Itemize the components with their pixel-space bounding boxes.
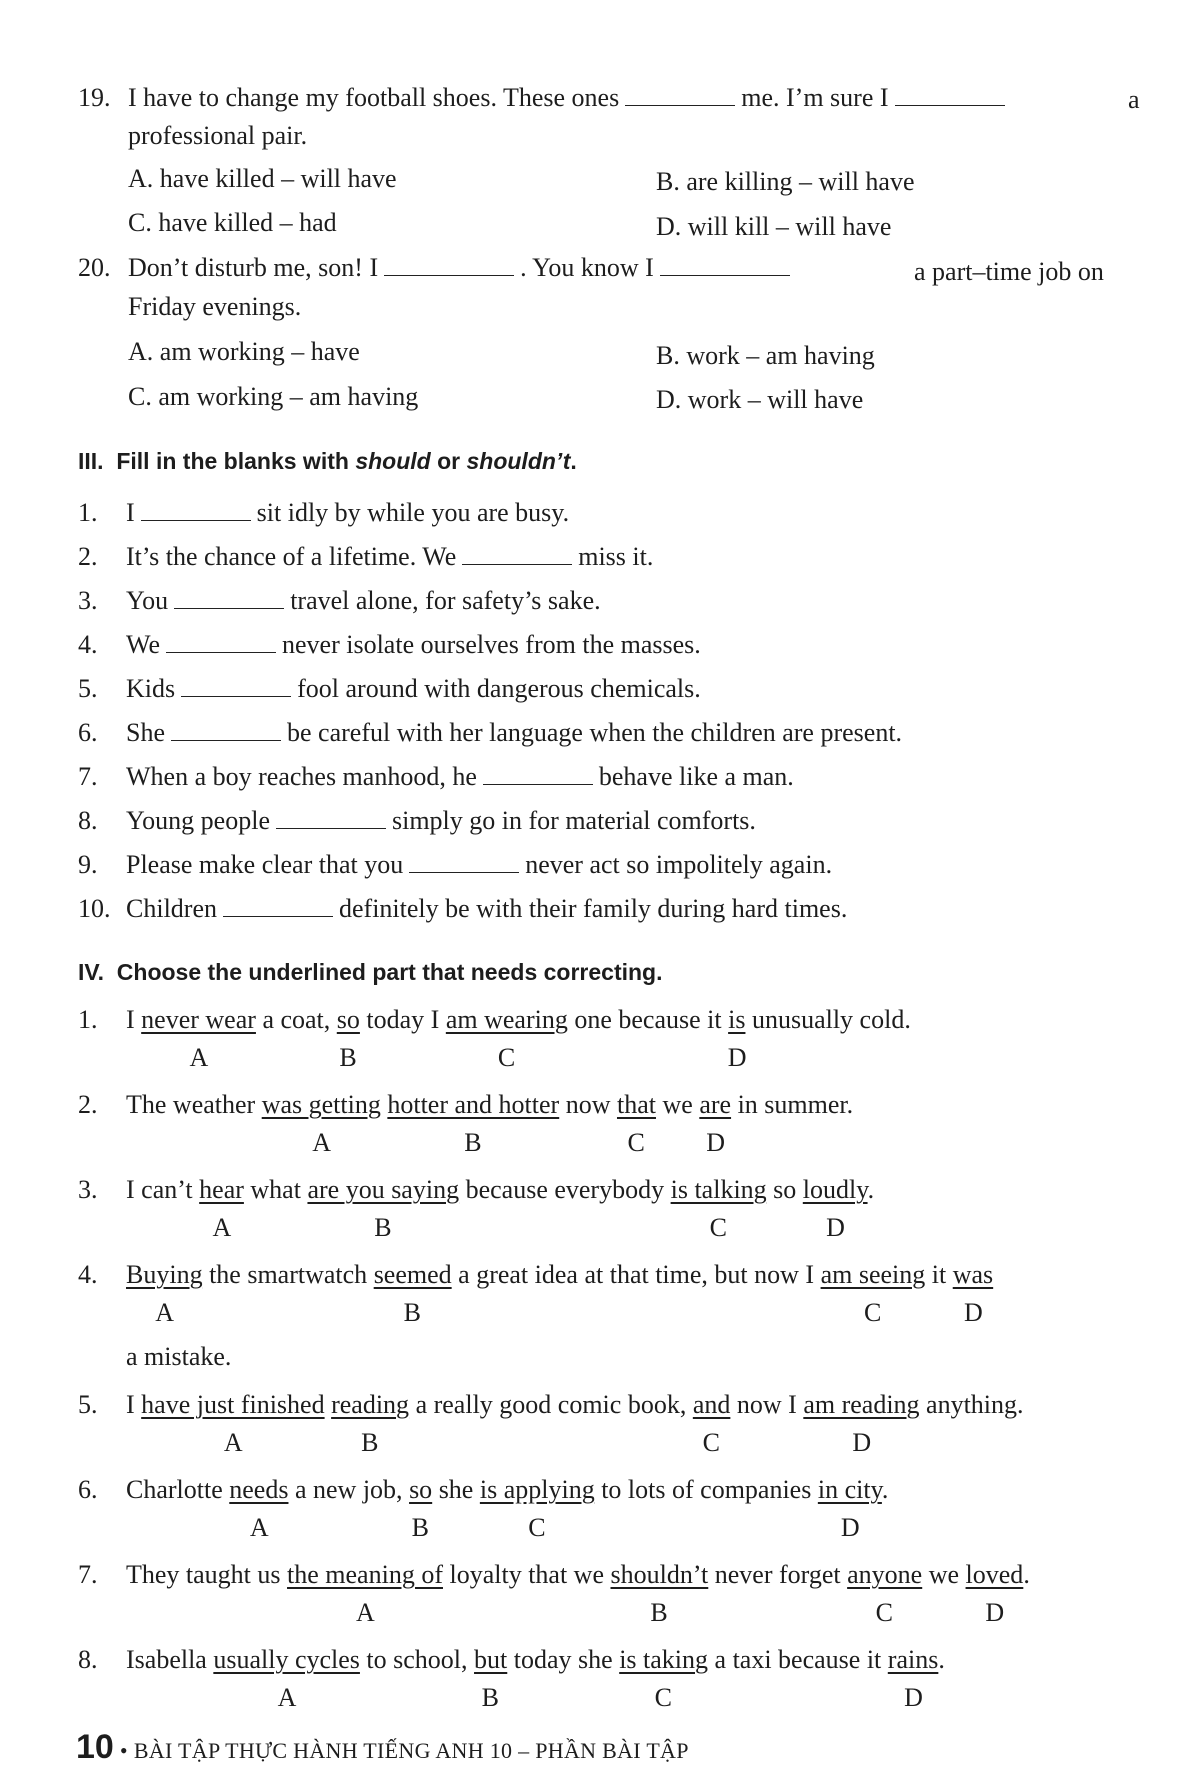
underlined-part[interactable]: was getting (261, 1090, 381, 1119)
option-a[interactable]: A. am working – have (128, 337, 360, 366)
error-identification-sentence: Buying the smartwatch seemed a great idea at that time, but now I am seeing it was (126, 1260, 994, 1289)
answer-letter-d: D (904, 1683, 923, 1712)
underlined-part[interactable]: so (336, 1005, 360, 1034)
option-c[interactable]: C. am working – am having (128, 382, 419, 411)
item-number: 4. (78, 630, 98, 659)
option-a[interactable]: A. have killed – will have (128, 164, 397, 193)
page-number: 10 (76, 1728, 114, 1766)
answer-letter-a: A (212, 1213, 232, 1242)
answer-letter-b: B (361, 1428, 379, 1457)
item-number: 5. (78, 1390, 98, 1419)
answer-letter-a: A (356, 1598, 375, 1627)
answer-letter-c: C (709, 1213, 727, 1242)
option-d[interactable]: D. work – will have (656, 385, 864, 414)
answer-blank[interactable] (223, 896, 333, 917)
question-number: 19. (78, 83, 111, 112)
option-b[interactable]: B. work – am having (656, 341, 875, 370)
fill-blank-item: Kids fool around with dangerous chemicals. (126, 674, 701, 703)
answer-letter-d: D (963, 1298, 983, 1327)
underlined-part[interactable]: in city (817, 1475, 882, 1504)
item-number: 1. (78, 1005, 98, 1034)
item-number: 8. (78, 1645, 98, 1674)
item-number: 6. (78, 718, 98, 747)
error-identification-sentence: I never wear a coat, so today I am wearing one because it is unusually cold. (126, 1005, 911, 1034)
underlined-part[interactable]: shouldn’t (610, 1560, 709, 1589)
underlined-part[interactable]: have just finished (141, 1390, 325, 1419)
answer-letter-a: A (155, 1298, 175, 1327)
item-number: 3. (78, 586, 98, 615)
answer-blank[interactable] (171, 720, 281, 741)
answer-blank[interactable] (384, 255, 514, 276)
question-20-stem-end: a part–time job on (914, 257, 1104, 286)
fill-blank-item: Young people simply go in for material comforts. (126, 806, 756, 835)
underlined-part[interactable]: but (474, 1645, 508, 1674)
fill-blank-item: Children definitely be with their family during hard times. (126, 894, 848, 923)
answer-letter-c: C (528, 1513, 546, 1542)
underlined-part[interactable]: never wear (141, 1005, 256, 1034)
answer-letter-c: C (863, 1298, 882, 1327)
underlined-part[interactable]: and (692, 1390, 731, 1419)
fill-blank-item: We never isolate ourselves from the masses. (126, 630, 701, 659)
answer-letter-a: A (189, 1043, 209, 1072)
underlined-part[interactable]: is (728, 1005, 746, 1034)
option-c[interactable]: C. have killed – had (128, 208, 337, 237)
error-identification-sentence: I have just finished reading a really good comic book, and now I am reading anything. (126, 1390, 1024, 1419)
underlined-part[interactable]: the meaning of (287, 1560, 443, 1589)
underlined-part[interactable]: that (616, 1090, 656, 1119)
answer-letter-a: A (312, 1128, 332, 1157)
underlined-part[interactable]: is talking (670, 1175, 767, 1204)
underlined-part[interactable]: am seeing (820, 1260, 926, 1289)
underlined-part[interactable]: are you saying (307, 1175, 460, 1204)
item-number: 7. (78, 762, 98, 791)
fill-blank-item: When a boy reaches manhood, he behave like a man. (126, 762, 794, 791)
answer-letter-b: B (481, 1683, 499, 1712)
question-19-stem: I have to change my football shoes. These ones me. I’m sure I (128, 82, 1011, 114)
item-number: 9. (78, 850, 98, 879)
answer-letter-c: C (654, 1683, 672, 1712)
underlined-part[interactable]: hotter and hotter (387, 1090, 560, 1119)
underlined-part[interactable]: is taking (619, 1645, 709, 1674)
underlined-part[interactable]: loved (965, 1560, 1024, 1589)
answer-letter-a: A (277, 1683, 297, 1712)
answer-letter-b: B (374, 1213, 392, 1242)
underlined-part[interactable]: hear (199, 1175, 244, 1204)
error-identification-sentence: I can’t hear what are you saying because everybody is talking so loudly. (126, 1175, 875, 1204)
question-20-continuation: Friday evenings. (128, 292, 302, 321)
answer-blank[interactable] (166, 632, 276, 653)
answer-letter-a: A (223, 1428, 243, 1457)
fill-blank-item: She be careful with her language when the children are present. (126, 718, 903, 747)
underlined-part[interactable]: loudly (802, 1175, 868, 1204)
underlined-part[interactable]: are (699, 1090, 732, 1119)
sentence-continuation: a mistake. (126, 1342, 232, 1371)
answer-letter-b: B (403, 1298, 422, 1327)
option-b[interactable]: B. are killing – will have (656, 167, 915, 196)
answer-letter-b: B (464, 1128, 482, 1157)
answer-letter-c: C (875, 1598, 894, 1627)
answer-letter-a: A (249, 1513, 269, 1542)
item-number: 3. (78, 1175, 98, 1204)
underlined-part[interactable]: usually cycles (213, 1645, 360, 1674)
item-number: 6. (78, 1475, 98, 1504)
underlined-part[interactable]: seemed (373, 1260, 452, 1289)
answer-blank[interactable] (462, 544, 572, 565)
item-number: 1. (78, 498, 98, 527)
answer-blank[interactable] (276, 808, 386, 829)
answer-letter-d: D (852, 1428, 872, 1457)
answer-letter-c: C (497, 1043, 516, 1072)
answer-blank[interactable] (895, 85, 1005, 106)
section-4-heading: IV. Choose the underlined part that needs correcting. (78, 959, 663, 985)
underlined-part[interactable]: was (952, 1260, 994, 1289)
answer-blank[interactable] (181, 676, 291, 697)
answer-letter-c: C (627, 1128, 645, 1157)
answer-blank[interactable] (660, 255, 790, 276)
question-20-stem: Don’t disturb me, son! I . You know I (128, 252, 796, 284)
fill-blank-item: It’s the chance of a lifetime. We miss it. (126, 542, 654, 571)
question-19-continuation: professional pair. (128, 121, 308, 150)
underlined-part[interactable]: Buying (126, 1260, 203, 1289)
error-identification-sentence: The weather was getting hotter and hotter now that we are in summer. (126, 1090, 854, 1119)
error-identification-sentence: Isabella usually cycles to school, but today she is taking a taxi because it rains. (126, 1645, 945, 1674)
underlined-part[interactable]: so (409, 1475, 433, 1504)
footer-bullet: • (119, 1738, 128, 1763)
error-identification-sentence: Charlotte needs a new job, so she is applying to lots of companies in city. (126, 1475, 889, 1504)
answer-letter-b: B (411, 1513, 429, 1542)
underlined-part[interactable]: is applying (479, 1475, 595, 1504)
item-number: 8. (78, 806, 98, 835)
answer-blank[interactable] (483, 764, 593, 785)
underlined-part[interactable]: anyone (847, 1560, 923, 1589)
underlined-part[interactable]: needs (229, 1475, 289, 1504)
item-number: 4. (78, 1260, 98, 1289)
question-number: 20. (78, 253, 111, 282)
underlined-part[interactable]: am reading (803, 1390, 920, 1419)
error-identification-sentence: They taught us the meaning of loyalty that we shouldn’t never forget anyone we loved. (126, 1560, 1030, 1589)
underlined-part[interactable]: rains (887, 1645, 939, 1674)
item-number: 2. (78, 542, 98, 571)
answer-letter-d: D (706, 1128, 725, 1157)
fill-blank-item: I sit idly by while you are busy. (126, 498, 570, 527)
answer-letter-d: D (985, 1598, 1005, 1627)
item-number: 10. (78, 894, 111, 923)
underlined-part[interactable]: am wearing (445, 1005, 568, 1034)
answer-blank[interactable] (409, 852, 519, 873)
answer-letter-d: D (826, 1213, 845, 1242)
fill-blank-item: Please make clear that you never act so impolitely again. (126, 850, 833, 879)
section-3-heading: III. Fill in the blanks with should or shouldn’t. (78, 448, 577, 474)
answer-blank[interactable] (141, 500, 251, 521)
item-number: 5. (78, 674, 98, 703)
answer-letter-b: B (650, 1598, 668, 1627)
page-footer (76, 1730, 689, 1768)
question-19-stem-end: a (1128, 85, 1140, 114)
book-title: BÀI TẬP THỰC HÀNH TIẾNG ANH 10 – PHẦN BÀI TẬP (133, 1738, 689, 1763)
answer-blank[interactable] (625, 85, 735, 106)
fill-blank-item: You travel alone, for safety’s sake. (126, 586, 601, 615)
option-d[interactable]: D. will kill – will have (656, 212, 892, 241)
item-number: 2. (78, 1090, 98, 1119)
answer-letter-b: B (339, 1043, 357, 1072)
underlined-part[interactable]: reading (331, 1390, 410, 1419)
item-number: 7. (78, 1560, 98, 1589)
answer-letter-c: C (702, 1428, 720, 1457)
answer-blank[interactable] (174, 588, 284, 609)
answer-letter-d: D (840, 1513, 860, 1542)
answer-letter-d: D (727, 1043, 747, 1072)
